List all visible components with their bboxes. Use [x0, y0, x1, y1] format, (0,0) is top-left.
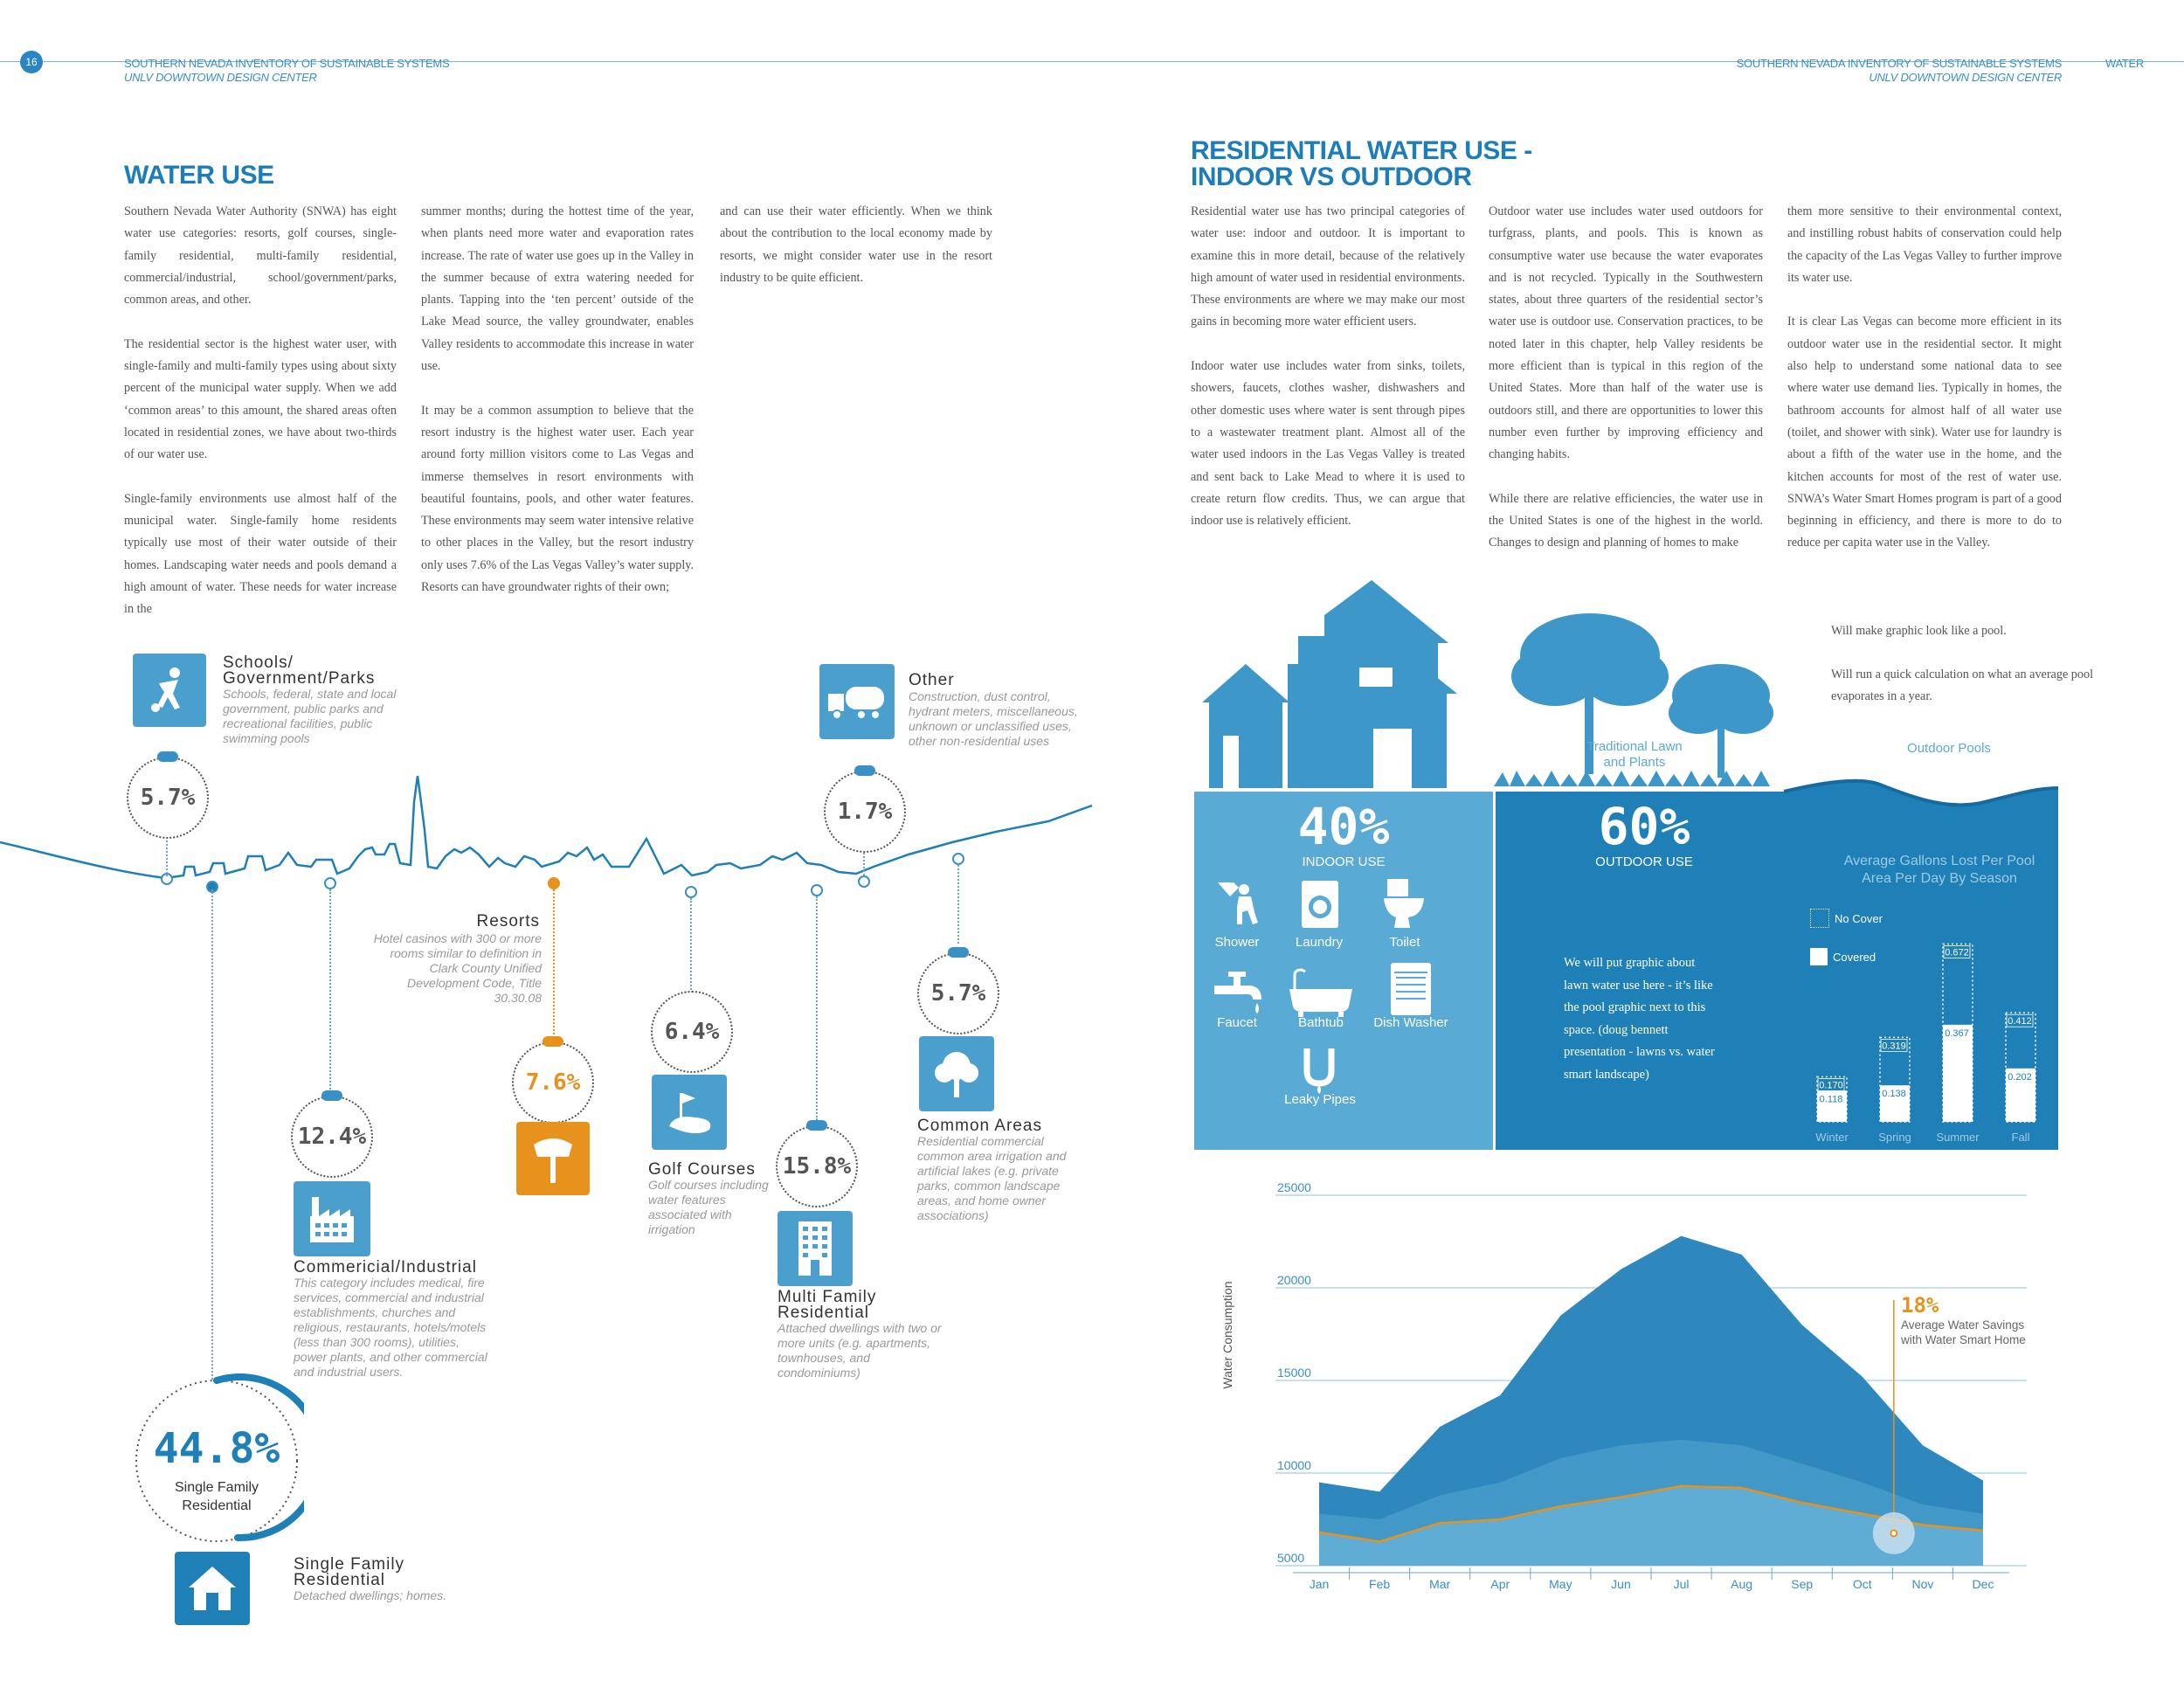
x-tick-label: Jul [1673, 1577, 1690, 1591]
pool-bar-chart [1808, 900, 2062, 1146]
area-chart-ylabel: Water Consumption [1220, 1281, 1234, 1389]
apartment-icon [793, 1220, 837, 1277]
pct-bead [543, 1036, 563, 1047]
resorts-name: Resorts [476, 912, 540, 930]
schools-desc: Schools, federal, state and local government, public parks and recreational facilities, public swimming pools [223, 687, 397, 745]
page-title-left: WATER USE [124, 161, 274, 190]
note-pool-calc: Will run a quick calculation on what an average pool evaporates in a year. [1831, 668, 2094, 704]
faucet-label: Faucet [1217, 1015, 1257, 1030]
y-tick-label: 20000 [1277, 1273, 1311, 1287]
header-left-line2: UNLV DOWNTOWN DESIGN CENTER [124, 71, 317, 84]
paragraph: and can use their water efficiently. When we think about the contribution to the local economy made by resorts, we might consider water use in the resort industry to be quite efficient. [720, 204, 992, 285]
laundry-icon [1298, 879, 1342, 930]
x-tick-label: Jun [1611, 1577, 1631, 1591]
data-label-covered: 0.118 [1819, 1094, 1843, 1105]
lawn-label: Traditional Lawn and Plants [1586, 739, 1683, 770]
toilet-label: Toilet [1389, 935, 1420, 950]
right-text-col1 [1191, 201, 1465, 555]
common-pct [917, 952, 999, 1034]
y-tick-label: 25000 [1277, 1180, 1311, 1194]
stem [816, 896, 818, 1120]
header-section: WATER [2105, 57, 2144, 70]
pct-bead [854, 765, 875, 776]
commercial-icon-box [294, 1181, 370, 1256]
x-tick-label: May [1549, 1577, 1572, 1591]
other-name: Other [909, 671, 955, 689]
data-label-no-cover: 0.412 [2008, 1016, 2032, 1027]
pct-bead [157, 751, 178, 762]
pct-bead [321, 1090, 342, 1101]
data-label-no-cover: 0.170 [1819, 1080, 1843, 1091]
schools-icon-box [133, 654, 206, 727]
tree-icon [930, 1047, 983, 1101]
data-label-no-cover: 0.672 [1945, 947, 1969, 958]
dishwasher-label: Dish Washer [1373, 1015, 1448, 1030]
paragraph: While there are relative efficiencies, the water use in the United States is one of the highest in the world. Changes to design and planning of homes to make [1489, 491, 1763, 550]
water-consumption-area-chart [1232, 1180, 2044, 1599]
other-pct [824, 771, 906, 853]
bar-covered [1943, 1025, 1973, 1122]
golf-flag-icon [660, 1086, 718, 1138]
savings-pct: 18% [1901, 1293, 1939, 1318]
x-tick-label: Winter [1815, 1131, 1849, 1144]
schools-pct-value: 5.7% [140, 785, 196, 811]
multi-desc: Attached dwellings with two or more units (e.g. apartments, townhouses, and condominiums) [778, 1321, 942, 1380]
schools-name: Schools/ Government/Parks [223, 654, 376, 688]
single-desc: Detached dwellings; homes. [294, 1588, 447, 1602]
skyline-node [952, 853, 964, 865]
x-tick-label: Nov [1911, 1577, 1934, 1591]
soccer-player-icon [143, 664, 196, 716]
left-text-col3 [720, 201, 992, 311]
resorts-icon-box [516, 1122, 590, 1195]
data-label-no-cover: 0.319 [1882, 1041, 1906, 1052]
paragraph: The residential sector is the highest water user, with single-family and multi-family types using about sixty percent of the municipal water supply. When we add ‘common areas’ to this amount, the shared areas often located in residential zones, we have about two-thirds of our water use. [124, 336, 397, 462]
x-tick-label: Apr [1490, 1577, 1510, 1591]
pct-bead [948, 947, 969, 958]
paragraph: Single-family environments use almost half of the municipal water. Single-family home residents typically use most of their water outside of their homes. Landscaping water needs and pools demand a high amount of water. These needs for water increase in the [124, 491, 397, 617]
multi-name: Multi Family Residential [778, 1288, 877, 1322]
stem [553, 889, 555, 1041]
paragraph: Outdoor water use includes water used outdoors for turfgrass, plants, and pools. This is known as consumptive water use because the water evaporates and is not recycled. Typically in the Southwestern states, about three quarters of the residential sector’s water use is outdoor use. Conservation practices, to be noted later in this chapter, help Valley residents be more efficient than is typical in this region of the United States. More than half of the water use is outdoors still, and there are opportunities to lower this number even further by improving efficiency and changing habits. [1489, 204, 1763, 462]
y-tick-label: 10000 [1277, 1458, 1311, 1472]
tanker-truck-icon [826, 680, 888, 723]
page-number-badge [20, 51, 43, 73]
golf-pct [651, 991, 733, 1073]
paragraph: them more sensitive to their environmental context, and instilling robust habits of conservation could help the capacity of the Las Vegas Valley to further improve its water use. [1787, 204, 2062, 285]
single-icon-box [175, 1552, 250, 1625]
x-tick-label: Spring [1878, 1131, 1911, 1144]
commercial-pct-value: 12.4% [297, 1124, 367, 1150]
common-desc: Residential commercial common area irrigation and artificial lakes (e.g. private parks, common landscape areas, and home owner associations) [917, 1134, 1067, 1222]
paragraph: Indoor water use includes water from sinks, toilets, showers, faucets, clothes washer, dishwashers and other domestic uses where water is sent through pipes to a wastewater treatment plant. Almost all of the water used indoors in the Las Vegas Valley is treated and sent back to Lake Mead to where it is used to create return flow credits. Thus, we can argue that indoor use is relatively efficient. [1191, 359, 1465, 529]
page-title-right-line2: INDOOR VS OUTDOOR [1191, 163, 1472, 191]
multi-pct [776, 1125, 858, 1207]
pct-bead [806, 1120, 827, 1131]
factory-icon [305, 1192, 359, 1246]
leaky-pipes-label: Leaky Pipes [1284, 1092, 1356, 1107]
stem [329, 889, 331, 1096]
right-text-col2 [1489, 201, 1763, 577]
savings-text: Average Water Savings with Water Smart Home [1901, 1318, 2026, 1346]
page-number: 16 [25, 56, 38, 68]
stem [863, 849, 865, 875]
commercial-pct [291, 1096, 373, 1178]
note-pool-graphic: Will make graphic look like a pool. [1831, 624, 2007, 638]
common-icon-box [919, 1036, 994, 1111]
golf-pct-value: 6.4% [664, 1019, 720, 1045]
x-tick-label: Oct [1852, 1577, 1872, 1591]
left-text-col2 [421, 201, 694, 621]
x-tick-label: Sep [1791, 1577, 1814, 1591]
indoor-pct: 40% [1297, 797, 1390, 856]
golf-name: Golf Courses [648, 1160, 756, 1179]
golf-icon-box [652, 1075, 727, 1150]
schools-pct [127, 757, 209, 839]
laundry-label: Laundry [1295, 935, 1344, 950]
x-tick-label: Aug [1731, 1577, 1753, 1591]
other-desc: Construction, dust control, hydrant meters, miscellaneous, unknown or unclassified uses, other non-residential uses [909, 689, 1078, 748]
page-title-right [1191, 138, 1532, 190]
header-right [1538, 57, 2062, 85]
page-title-right-line1: RESIDENTIAL WATER USE - [1191, 136, 1532, 165]
legend-no-cover-label: No Cover [1835, 911, 1883, 925]
paragraph: It is clear Las Vegas can become more efficient in its outdoor water use in the residential sector. It might also help to understand some national data to see where water use demand lies. Typically in homes, the bathroom accounts for almost half of all water use (toilet, and shower with sink). Water use for laundry is about a fifth of the water use in the home, and the kitchen accounts for most of the rest of water use. SNWA’s Water Smart Homes program is part of a good beginning in efficiency, and there is more to do to reduce per capita water use in the Valley. [1787, 315, 2062, 550]
house-icon [185, 1563, 239, 1614]
common-pct-value: 5.7% [930, 980, 986, 1007]
x-tick-label: Jan [1309, 1577, 1330, 1591]
legend-covered-label: Covered [1833, 950, 1876, 964]
resorts-desc: Hotel casinos with 300 or more rooms similar to definition in Clark County Unified Development Code, Title 30.30.08 [373, 931, 542, 1005]
skyline-node [685, 886, 697, 898]
paragraph: It may be a common assumption to believe that the resort industry is the highest water user. Each year around forty million visitors come to Las Vegas and immerse themselves in resort environments with beautiful fountains, pools, and other water features. These environments may seem water intensive relative to other places in the Valley, but the resort industry only uses 7.6% of the Las Vegas Valley’s water supply. Resorts can have groundwater rights of their own; [421, 403, 694, 595]
pools-label: Outdoor Pools [1907, 741, 1991, 756]
stem [957, 865, 959, 944]
commercial-name: Commericial/Industrial [294, 1258, 477, 1276]
leaky-pipes-icon [1298, 1045, 1342, 1094]
shower-label: Shower [1214, 935, 1260, 950]
skyline-node [548, 877, 560, 889]
header-right-line1: SOUTHERN NEVADA INVENTORY OF SUSTAINABLE SYSTEMS [1736, 57, 2062, 70]
x-tick-label: Fall [2011, 1131, 2030, 1144]
pool-chart-title: Average Gallons Lost Per Pool Area Per Day By Season [1843, 854, 2035, 886]
bathtub-icon [1286, 968, 1356, 1017]
shower-icon [1213, 877, 1265, 930]
single-pct-value: 44.8% [153, 1424, 280, 1473]
header-right-line2: UNLV DOWNTOWN DESIGN CENTER [1869, 71, 2062, 84]
other-icon-box [819, 664, 895, 739]
common-name: Common Areas [917, 1117, 1042, 1135]
x-tick-label: Mar [1429, 1577, 1451, 1591]
data-label-covered: 0.138 [1882, 1089, 1906, 1100]
indoor-label: INDOOR USE [1302, 854, 1386, 869]
stem [166, 834, 168, 876]
commercial-desc: This category includes medical, fire services, commercial and industrial establishments, churches and religious, restaurants, hotels/motels (less than 300 rooms), utilities, power plants, and other commercial and industrial users. [294, 1276, 487, 1379]
data-label-covered: 0.367 [1945, 1027, 1969, 1039]
y-tick-label: 15000 [1277, 1366, 1311, 1380]
resorts-pct-value: 7.6% [525, 1069, 581, 1096]
outdoor-pct: 60% [1598, 797, 1690, 856]
toilet-icon [1382, 877, 1426, 930]
dishwasher-icon [1389, 961, 1433, 1017]
resorts-pct [512, 1041, 594, 1124]
skyline-node [811, 884, 823, 896]
x-tick-label: Summer [1936, 1131, 1980, 1144]
paragraph: Residential water use has two principal categories of water use: indoor and outdoor. It is important to examine this in more detail, because of the relatively high amount of water used in residential environments. These environments are where we may make our most gains in becoming more water efficient users. [1191, 204, 1465, 329]
house-illustration [1193, 580, 1508, 792]
single-pct-label: Single Family Residential [174, 1480, 259, 1513]
x-tick-label: Feb [1369, 1577, 1391, 1591]
header-left-line1: SOUTHERN NEVADA INVENTORY OF SUSTAINABLE SYSTEMS [124, 57, 450, 70]
paragraph: Southern Nevada Water Authority (SNWA) has eight water use categories: resorts, golf courses, single-family residential, multi-family residential, commercial/industrial, school/government/parks, common areas, and other. [124, 204, 397, 308]
header-left [124, 57, 449, 85]
x-tick-label: Dec [1972, 1577, 1994, 1591]
resort-sign-icon [527, 1131, 579, 1186]
right-text-col3 [1787, 201, 2062, 577]
outdoor-label: OUTDOOR USE [1595, 854, 1693, 869]
golf-desc: Golf courses including water features associated with irrigation [648, 1178, 769, 1236]
paragraph: summer months; during the hottest time of the year, when plants need more water and evaporation rates increase. The rate of water use goes up in the Valley in the summer because of extra watering needed for plants. Tapping into the ‘ten percent’ outside of the Lake Mead source, the valley groundwater, enables Valley residents to accommodate this increase in water use. [421, 204, 694, 374]
left-text-col1 [124, 201, 397, 643]
skyline-node [858, 875, 870, 888]
single-name: Single Family Residential [294, 1555, 405, 1589]
data-label-covered: 0.202 [2008, 1071, 2032, 1083]
multi-pct-value: 15.8% [782, 1153, 852, 1180]
lawn-placeholder-text: We will put graphic about lawn water use here - it’s like the pool graphic next to this space. (doug bennett presentation - lawns vs. water smart landscape) [1564, 956, 1715, 1082]
annotation-point [1890, 1530, 1897, 1536]
multi-icon-box [778, 1211, 853, 1286]
faucet-icon [1213, 968, 1265, 1017]
other-pct-value: 1.7% [837, 799, 893, 825]
bathtub-label: Bathtub [1298, 1015, 1344, 1030]
y-tick-label: 5000 [1277, 1551, 1305, 1565]
skyline-node [324, 877, 336, 889]
